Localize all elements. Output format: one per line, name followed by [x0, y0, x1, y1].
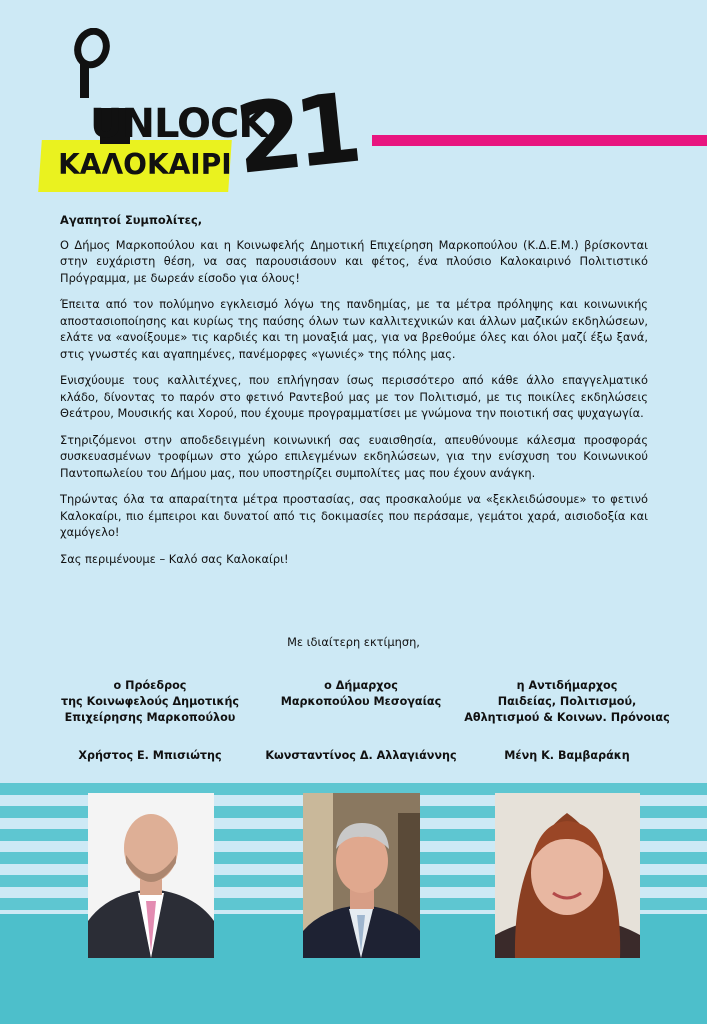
signatory-mayor	[246, 678, 476, 764]
portrait-man-grey-hair	[303, 793, 420, 958]
letter-regards: Με ιδιαίτερη εκτίμηση,	[287, 635, 420, 649]
letter-paragraph: Ο Δήμος Μαρκοπούλου και η Κοινωφελής Δημοτική Επιχείρηση Μαρκοπούλου (Κ.Δ.Ε.Μ.) βρίσκονται στην ευχάριστη θέση, να σας παρουσιάσουν και φέτος, ένα πλούσιο Καλοκαιρινό Πολιτιστικό Πρόγραμμα, με δωρεάν είσοδο για όλους!	[60, 237, 648, 285]
signatory-role: Μαρκοπούλου Μεσογαίας	[280, 695, 442, 708]
signatory-role: της Κοινωφελούς Δημοτικής	[60, 695, 240, 708]
portrait-woman	[495, 793, 640, 958]
signatory-name: Χρήστος Ε. Μπισιώτης	[78, 749, 222, 762]
pink-accent-line	[372, 135, 707, 146]
letter-paragraph: Έπειτα από τον πολύμηνο εγκλεισμό λόγω της πανδημίας, με τα μέτρα πρόληψης και κοινωνικής αποστασιοποίησης και κυρίως της παύσης όλων των καλλιτεχνικών και άλλων μαζικών εκδηλώσεων, ελάτε να «ανοίξουμε» τις καρδιές και τη μοναξιά μας, για να βρεθούμε όλες και όλοι μαζί έξω ξανά, στις γνωστές και αγαπημένες, πανέμορφες «γωνιές» της πόλης μας.	[60, 297, 648, 361]
letter-paragraph: Ενισχύουμε τους καλλιτέχνες, που επλήγησαν ίσως περισσότερο από κάθε άλλο επαγγελματικό κλάδο, δίνοντας το παρόν στο φετινό Ραντεβού μας με τον Πολιτισμό, με τις ποικίλες εκδηλώσεις Θεάτρου, Μουσικής και Χορού, που έχουμε προγραμματίσει με γνώμονα την ποιοτική σας ψυχαγωγία.	[60, 373, 648, 420]
logo-summer-text: ΚΑΛΟΚΑΙΡΙ	[58, 148, 232, 181]
signatory-role: ο Δήμαρχος	[324, 679, 398, 692]
portrait-photo-mayor	[303, 793, 420, 958]
letter-greeting: Αγαπητοί Συμπολίτες,	[60, 213, 203, 227]
letter-paragraph: Τηρώντας όλα τα απαραίτητα μέτρα προστασίας, σας προσκαλούμε να «ξεκλειδώσουμε» το φετινό Καλοκαίρι, πιο έμπειροι και δυνατοί από τις δοκιμασίες που περάσαμε, γεμάτοι χαρά, αισιοδοξία και χαμόγελο!	[60, 492, 648, 539]
logo-year: 21	[230, 72, 360, 196]
logo-unlock-text: UNLOCK	[90, 101, 269, 147]
signatory-name: Κωνσταντίνος Δ. Αλλαγιάννης	[265, 749, 457, 762]
portrait-photo-deputy-mayor	[495, 793, 640, 958]
signatory-president	[35, 678, 265, 764]
signatory-role: η Αντιδήμαρχος	[516, 679, 618, 692]
key-icon	[70, 28, 112, 98]
signatory-deputy-mayor	[452, 678, 682, 764]
signatory-role	[246, 710, 476, 726]
logo-yellow-band	[38, 140, 232, 192]
letter-paragraph: Στηριζόμενοι στην αποδεδειγμένη κοινωνική σας ευαισθησία, απευθύνουμε κάλεσμα προσφοράς συσκευασμένων τροφίμων στο χώρο επιλεγμένων εκδηλώσεων, για την ενίσχυση του Κοινωνικού Παντοπωλείου του Δήμου μας, που υποστηρίζει συμπολίτες μας που έχουν ανάγκη.	[60, 432, 648, 480]
letter-body	[60, 212, 648, 577]
signatory-role: Αθλητισμού & Κοινων. Πρόνοιας	[464, 711, 670, 724]
signatory-role: Επιχείρησης Μαρκοπούλου	[64, 711, 236, 724]
signatory-role: Παιδείας, Πολιτισμού,	[497, 695, 637, 708]
portrait-photo-president	[88, 793, 214, 958]
signatory-name: Μένη Κ. Βαμβαράκη	[504, 749, 630, 762]
letter-closing: Σας περιμένουμε – Καλό σας Καλοκαίρι!	[60, 551, 289, 566]
unlock-summer-logo	[40, 28, 360, 196]
portrait-man-suit	[88, 793, 214, 958]
signatory-role: ο Πρόεδρος	[113, 679, 187, 692]
